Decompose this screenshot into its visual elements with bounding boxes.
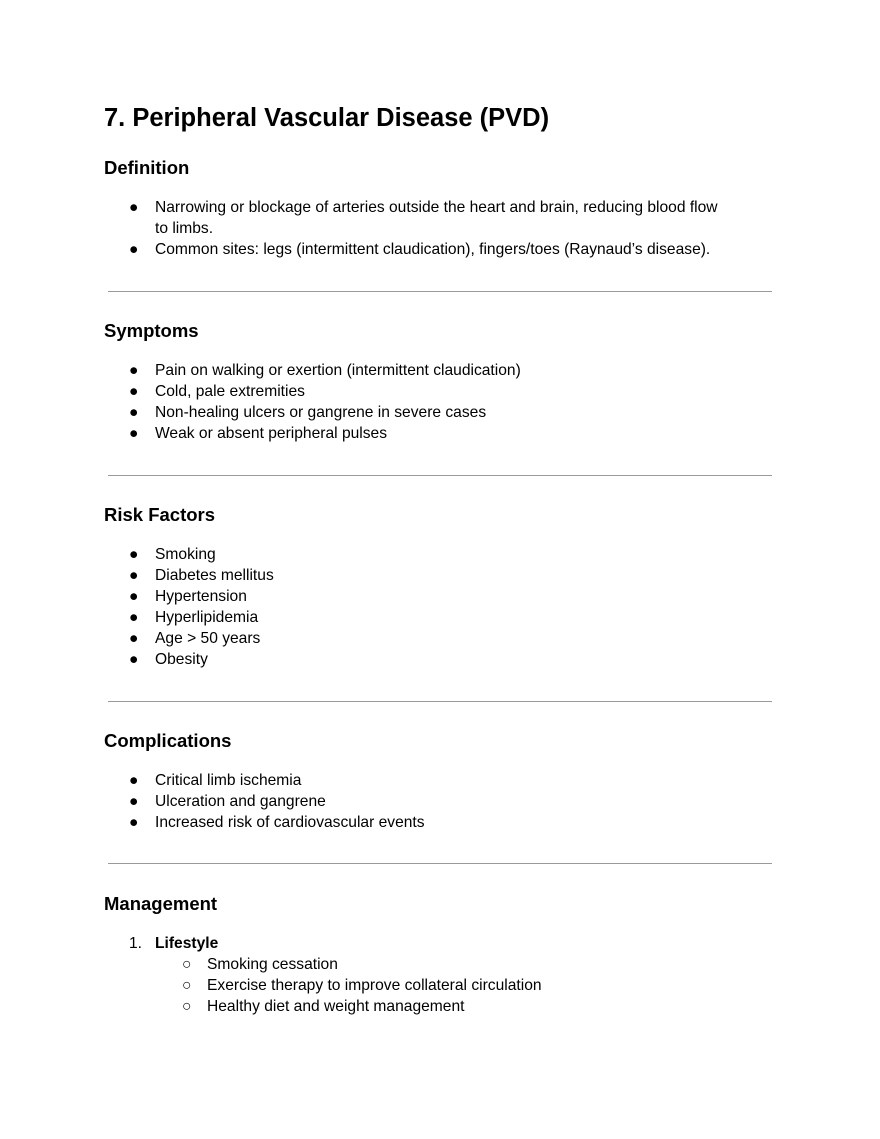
bullet-icon: ● (129, 793, 139, 810)
risk-factors-heading: Risk Factors (104, 504, 216, 525)
list-item: ● Hypertension (129, 588, 247, 605)
bullet-icon: ● (129, 588, 139, 605)
section-divider (108, 475, 772, 476)
list-item: ● Weak or absent peripheral pulses (129, 425, 388, 442)
bullet-icon: ● (129, 383, 139, 400)
list-item: ● Cold, pale extremities (129, 383, 305, 400)
risk-factors-list (104, 544, 724, 670)
list-item: ● Diabetes mellitus (129, 567, 274, 584)
list-item: ● Hyperlipidemia (129, 609, 259, 626)
list-item: ● Increased risk of cardiovascular events (129, 814, 425, 831)
definition-list (104, 197, 724, 260)
symptoms-list (104, 360, 724, 444)
complications-heading: Complications (104, 730, 232, 751)
list-item: ● Age > 50 years (129, 630, 261, 647)
bullet-icon: ● (129, 567, 139, 584)
definition-heading: Definition (104, 157, 190, 178)
list-item: ● Non-healing ulcers or gangrene in severe cases (129, 404, 487, 421)
bullet-icon: ● (129, 609, 139, 626)
list-item: ○ Exercise therapy to improve collateral circulation (182, 977, 542, 994)
bullet-icon: ● (129, 546, 139, 563)
list-item: ● Narrowing or blockage of arteries outside the heart and brain, reducing blood flow to limbs. (129, 199, 718, 237)
list-item: ● Smoking (129, 546, 216, 563)
section-divider (108, 291, 772, 292)
bullet-icon: ● (129, 241, 139, 258)
list-item: ● Critical limb ischemia (129, 772, 302, 789)
bullet-icon: ● (129, 404, 139, 421)
list-item: ○ Healthy diet and weight management (182, 998, 465, 1015)
management-list (104, 933, 724, 954)
hollow-bullet-icon: ○ (182, 956, 192, 973)
symptoms-heading: Symptoms (104, 320, 199, 341)
bullet-icon: ● (129, 772, 139, 789)
list-item: ● Pain on walking or exertion (intermittent claudication) (129, 362, 521, 379)
bullet-icon: ● (129, 199, 139, 216)
page-title: 7. Peripheral Vascular Disease (PVD) (104, 104, 550, 132)
lifestyle-sublist (104, 954, 724, 1017)
bullet-icon: ● (129, 362, 139, 379)
complications-list (104, 770, 724, 833)
hollow-bullet-icon: ○ (182, 977, 192, 994)
list-item: ○ Smoking cessation (182, 956, 338, 973)
hollow-bullet-icon: ○ (182, 998, 192, 1015)
step-label: Lifestyle (155, 935, 219, 952)
management-heading: Management (104, 893, 218, 914)
bullet-icon: ● (129, 651, 139, 668)
section-divider (108, 863, 772, 864)
list-item: ● Ulceration and gangrene (129, 793, 326, 810)
bullet-icon: ● (129, 425, 139, 442)
list-item: ● Common sites: legs (intermittent claudication), fingers/toes (Raynaud’s disease). (129, 241, 711, 258)
bullet-icon: ● (129, 630, 139, 647)
section-divider (108, 701, 772, 702)
step-number: 1. (129, 935, 143, 952)
bullet-icon: ● (129, 814, 139, 831)
management-step (104, 933, 724, 954)
list-item: ● Obesity (129, 651, 208, 668)
